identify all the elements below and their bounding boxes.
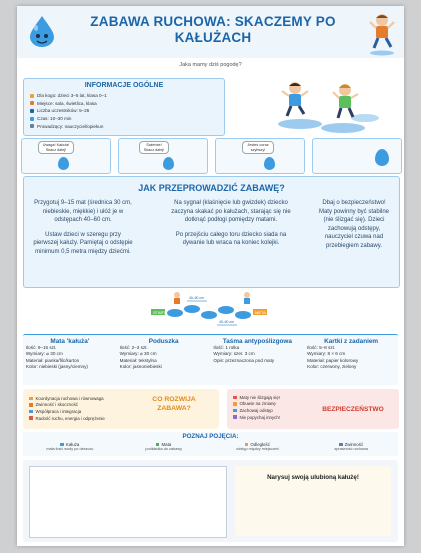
develops-item-text: Radość ruchu, energia i odprężenie bbox=[35, 415, 105, 421]
safety-item bbox=[233, 407, 280, 414]
develops-item-text: Koordynacja ruchowa i równowaga bbox=[35, 395, 104, 401]
info-panel bbox=[23, 78, 225, 136]
raindrop-icon bbox=[58, 157, 69, 170]
develops-item-text: Zwinność i skoczność bbox=[35, 402, 78, 408]
material-detail: Ilość: 9–15 szt. bbox=[25, 345, 57, 350]
concepts-heading: POZNAJ POJĘCIA: bbox=[182, 433, 239, 440]
material-card bbox=[26, 338, 114, 371]
safety-item-text: Nie popychaj innych! bbox=[239, 414, 281, 420]
page-subtitle: Jaka mamy dziś pogodę? bbox=[179, 62, 242, 68]
info-item bbox=[30, 115, 224, 123]
concept-term: Kałuża bbox=[65, 442, 80, 447]
raindrop-icon bbox=[163, 157, 174, 170]
concept-term: Odległość bbox=[250, 442, 270, 447]
safety-item-text: Zachowaj odstęp bbox=[239, 407, 273, 413]
concept-icon bbox=[339, 443, 343, 447]
safety-list bbox=[233, 394, 280, 420]
info-item-text: Prowadzący: nauczyciel/opiekun bbox=[37, 123, 104, 129]
drawing-area bbox=[23, 460, 398, 542]
concept-icon bbox=[245, 443, 249, 447]
bullet-icon bbox=[30, 109, 34, 113]
info-heading: INFORMACJE OGÓLNE bbox=[84, 82, 164, 89]
concept-icon bbox=[60, 443, 64, 447]
bullet-icon bbox=[30, 94, 34, 98]
jumping-child-illustration bbox=[367, 12, 397, 56]
material-detail: Materiał: tekstylna bbox=[119, 357, 157, 363]
how-step: Przygotuj 9–15 mat (średnica 30 cm, niebieskie, miękkie) i ułóż je w odstępach 40–60 cm. bbox=[34, 200, 132, 224]
concepts-panel bbox=[23, 432, 398, 456]
bullet-icon bbox=[30, 101, 34, 105]
material-detail: Wymiary: szer. 3 cm bbox=[213, 351, 255, 357]
material-detail: Kolor: czerwony, zielony bbox=[307, 364, 357, 370]
develops-list bbox=[29, 395, 105, 421]
distance-label: 40–60 cm bbox=[219, 320, 234, 324]
material-title: Poduszka bbox=[148, 338, 179, 345]
develops-item bbox=[29, 415, 105, 422]
bullet-icon bbox=[29, 403, 33, 407]
bullet-icon bbox=[30, 117, 34, 121]
safety-item bbox=[233, 414, 280, 421]
info-item-text: Miejsce: sala, świetlica, klasa bbox=[37, 100, 97, 106]
children-playing-illustration bbox=[265, 78, 385, 136]
concept-item bbox=[213, 442, 301, 451]
start-label: START bbox=[153, 310, 166, 315]
concept-desc: sprawność ruchowa bbox=[334, 447, 368, 451]
material-detail: Ilość: 5–8 szt. bbox=[307, 345, 336, 350]
material-detail: Kolor: jasnoniebieski bbox=[119, 364, 162, 370]
how-step: Na sygnał (klaśnięcie lub gwizdek) dziecko zaczyna skakać po kałużach, starając się nie dotknąć podłogi pomiędzy matami. bbox=[171, 200, 291, 224]
mascot-card-3 bbox=[215, 138, 305, 174]
bullet-icon bbox=[233, 402, 237, 406]
info-item bbox=[30, 92, 224, 100]
materials-band bbox=[23, 334, 398, 385]
how-col-2 bbox=[164, 199, 298, 248]
mascot-card-2 bbox=[118, 138, 208, 174]
bullet-icon bbox=[30, 124, 34, 128]
concept-icon bbox=[156, 443, 160, 447]
safety-item-text: Obuwie na zmianę bbox=[239, 401, 276, 407]
drawing-box[interactable] bbox=[29, 466, 227, 538]
material-detail: Opis: przeznaczona pod maty bbox=[213, 357, 275, 363]
bullet-icon bbox=[233, 396, 237, 400]
develops-item bbox=[29, 408, 105, 415]
develops-heading: CO ROZWIJA ZABAWA? bbox=[152, 396, 196, 412]
material-detail: Wymiary: 8 × 6 cm bbox=[307, 351, 346, 357]
speech-bubble-3: Jesteś coraz szybszy! bbox=[242, 141, 274, 154]
how-step: Ustaw dzieci w szeregu przy pierwszej kałuży. Pamiętaj o odstępie minimum 0,5 metra między dziećmi. bbox=[33, 231, 133, 255]
concept-term: Mata bbox=[161, 442, 172, 447]
drawing-prompt-card bbox=[235, 466, 391, 536]
speech-bubble-1: Uwaga! Kałuża! Skacz dalej! bbox=[38, 141, 74, 154]
how-step: Po przejściu całego toru dziecko siada na dywanie lub wraca na koniec kolejki. bbox=[175, 231, 287, 247]
concept-desc: odstęp między miejscami bbox=[236, 447, 279, 451]
mascot-card-1 bbox=[21, 138, 111, 174]
how-to-heading: JAK PRZEPROWADZIĆ ZABAWĘ? bbox=[138, 183, 285, 193]
safety-heading: BEZPIECZEŃSTWO bbox=[322, 406, 384, 413]
concept-item bbox=[120, 442, 208, 451]
drawing-prompt: Narysuj swoją ulubioną kałużę! bbox=[267, 474, 359, 481]
concept-desc: podkładka do zabawy bbox=[145, 447, 182, 451]
material-detail: Wymiary: ⌀ 30 cm bbox=[25, 351, 63, 357]
safety-item bbox=[233, 401, 280, 408]
material-detail: Materiał: pianka/filc/karton bbox=[25, 357, 80, 363]
how-col-1 bbox=[32, 199, 134, 257]
speech-bubble-2: Świetnie! Skacz dalej! bbox=[139, 141, 169, 154]
mascot-strip bbox=[21, 138, 400, 174]
bullet-icon bbox=[233, 409, 237, 413]
develops-item-text: Współpraca i integracja bbox=[35, 408, 82, 414]
how-to-panel bbox=[23, 176, 400, 288]
material-card bbox=[213, 338, 301, 371]
info-item-text: Dla kogo: dzieci 3–5 lat, klasa 0–1 bbox=[37, 93, 107, 99]
info-item bbox=[30, 107, 224, 115]
safety-panel bbox=[227, 389, 399, 429]
distance-label: 40–60 cm bbox=[189, 296, 204, 300]
material-detail: Materiał: papier kolorowy bbox=[307, 357, 359, 363]
safety-item-text: Maty nie ślizgają się! bbox=[239, 394, 281, 400]
page-title: ZABAWA RUCHOWA: SKACZEMY PO KAŁUŻACH bbox=[90, 14, 336, 45]
poster-sheet bbox=[17, 6, 404, 546]
material-card bbox=[307, 338, 395, 371]
mascot-card-4 bbox=[312, 138, 402, 174]
info-item-text: Liczba uczestników: 5–25 bbox=[37, 108, 90, 114]
course-diagram bbox=[147, 289, 273, 331]
concept-item bbox=[26, 442, 114, 451]
material-title: Taśma antypoślizgowa bbox=[222, 338, 292, 345]
material-title: Mata 'kałuża' bbox=[50, 338, 90, 345]
info-item-text: Czas: 10–30 min bbox=[37, 116, 72, 122]
raindrop-icon bbox=[264, 157, 275, 170]
raindrop-icon bbox=[375, 149, 389, 166]
material-detail: Ilość: 1 rolka bbox=[213, 345, 240, 350]
material-card bbox=[120, 338, 208, 371]
develops-panel bbox=[23, 389, 219, 429]
safety-item bbox=[233, 394, 280, 401]
material-detail: Wymiary: ⌀ 30 cm bbox=[119, 351, 157, 357]
bullet-icon bbox=[29, 410, 33, 414]
material-title: Kartki z zadaniem bbox=[324, 338, 379, 345]
develops-item bbox=[29, 395, 105, 402]
develops-item bbox=[29, 402, 105, 409]
how-col-3 bbox=[316, 199, 392, 251]
info-item bbox=[30, 100, 224, 108]
concept-term: Zwinność bbox=[344, 442, 364, 447]
material-detail: Ilość: 2–3 szt. bbox=[119, 345, 148, 350]
concepts-list bbox=[23, 442, 398, 451]
bullet-icon bbox=[29, 397, 33, 401]
bullet-icon bbox=[233, 415, 237, 419]
raindrop-mascot-icon bbox=[27, 14, 57, 48]
info-list bbox=[30, 92, 224, 130]
meta-label: META bbox=[255, 310, 266, 315]
bullet-icon bbox=[29, 416, 33, 420]
materials-list bbox=[23, 335, 398, 371]
info-item bbox=[30, 122, 224, 130]
concept-desc: mała ilość wody po deszczu bbox=[46, 447, 94, 451]
how-step: Dbaj o bezpieczeństwo! Maty powinny być stabilne (nie ślizgać się). Dzieci zachowują odstępy, nauczyciel czuwa nad przebiegiem zabawy. bbox=[318, 200, 390, 249]
material-detail: Kolor: niebieski (jasny/ciemny) bbox=[25, 364, 88, 370]
concept-item bbox=[307, 442, 395, 451]
